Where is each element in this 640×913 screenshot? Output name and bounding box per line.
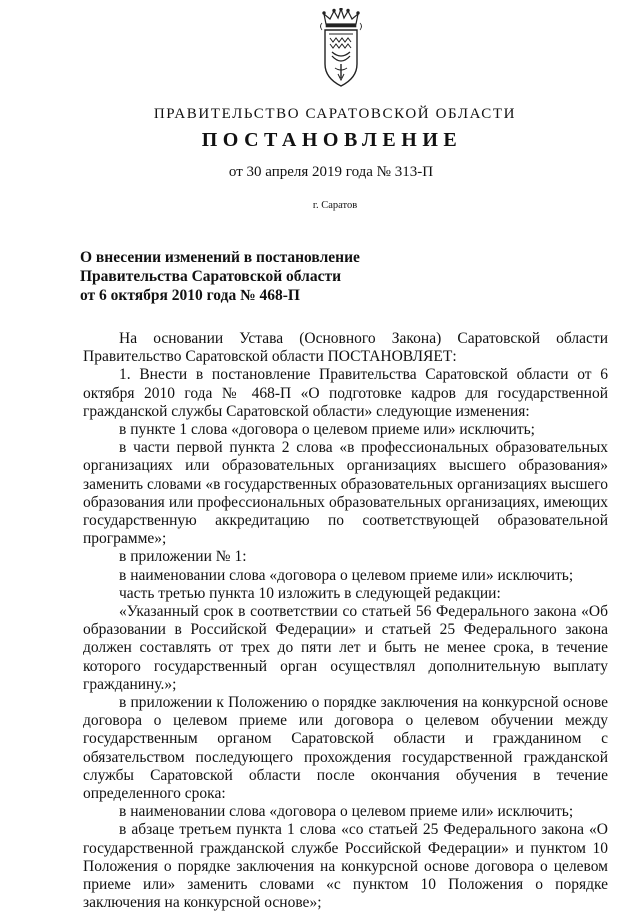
body-paragraph: в наименовании слова «договора о целевом приеме или» исключить; <box>119 566 574 584</box>
body-paragraph: в части первой пункта 2 слова «в профессиональных образовательных организациях или образовательных организациях высшего образования» заменить словами «в государственных образовательных организациях высшего образования или профессиональных образовательных организациях, имеющих государственную аккредитацию по соответствующей образовательной программе»; <box>83 439 608 548</box>
body-paragraph: в приложении № 1: <box>119 548 247 566</box>
body-paragraph: в приложении к Положению о порядке заключения на конкурсной основе договора о целевом приеме или договора о целевом обучении между государственным органом Саратовской области и гражданином с обязательством последующего прохождения государственной гражданской службы Саратовской области после окончания обучения в течение определенного срока: <box>83 694 608 803</box>
government-name: ПРАВИТЕЛЬСТВО САРАТОВСКОЙ ОБЛАСТИ <box>153 106 517 122</box>
document-type: ПОСТАНОВЛЕНИЕ <box>201 129 463 151</box>
document-subject <box>80 248 360 305</box>
subject-line: от 6 октября 2010 года № 468-П <box>80 287 300 304</box>
body-paragraph: в наименовании слова «договора о целевом приеме или» исключить; <box>119 803 574 821</box>
body-paragraph: в пункте 1 слова «договора о целевом приеме или» исключить; <box>119 421 535 439</box>
body-paragraph: часть третью пункта 10 изложить в следующей редакции: <box>119 584 501 602</box>
subject-line: Правительства Саратовской области <box>80 268 341 285</box>
document-body <box>83 330 608 913</box>
document-date-number: от 30 апреля 2019 года № 313-П <box>228 164 434 180</box>
document-city: г. Саратов <box>312 200 358 211</box>
body-paragraph: На основании Устава (Основного Закона) Саратовской области Правительство Саратовской области ПОСТАНОВЛЯЕТ: <box>83 330 608 366</box>
coat-of-arms-icon <box>318 8 364 90</box>
body-paragraph: в абзаце третьем пункта 1 слова «со статьей 25 Федерального закона «О государственной гражданской службе Российской Федерации» и пунктом 10 Положения о порядке заключения на конкурсной основе договора о целевом приеме или» заменить словами «с пунктом 10 Положения о порядке заключения на конкурсной основе»; <box>83 821 608 912</box>
body-paragraph: «Указанный срок в соответствии со статьей 56 Федерального закона «Об образовании в Российской Федерации» и статьей 25 Федерального закона должен составлять от трех до пяти лет и быть не менее срока, в течение которого государственный орган осуществлял дополнительную выплату гражданину.»; <box>83 603 608 693</box>
subject-line: О внесении изменений в постановление <box>80 249 360 266</box>
body-paragraph: 1. Внести в постановление Правительства Саратовской области от 6 октября 2010 года № 468-П «О подготовке кадров для государственной гражданской службы Саратовской области» следующие изменения: <box>83 366 608 420</box>
